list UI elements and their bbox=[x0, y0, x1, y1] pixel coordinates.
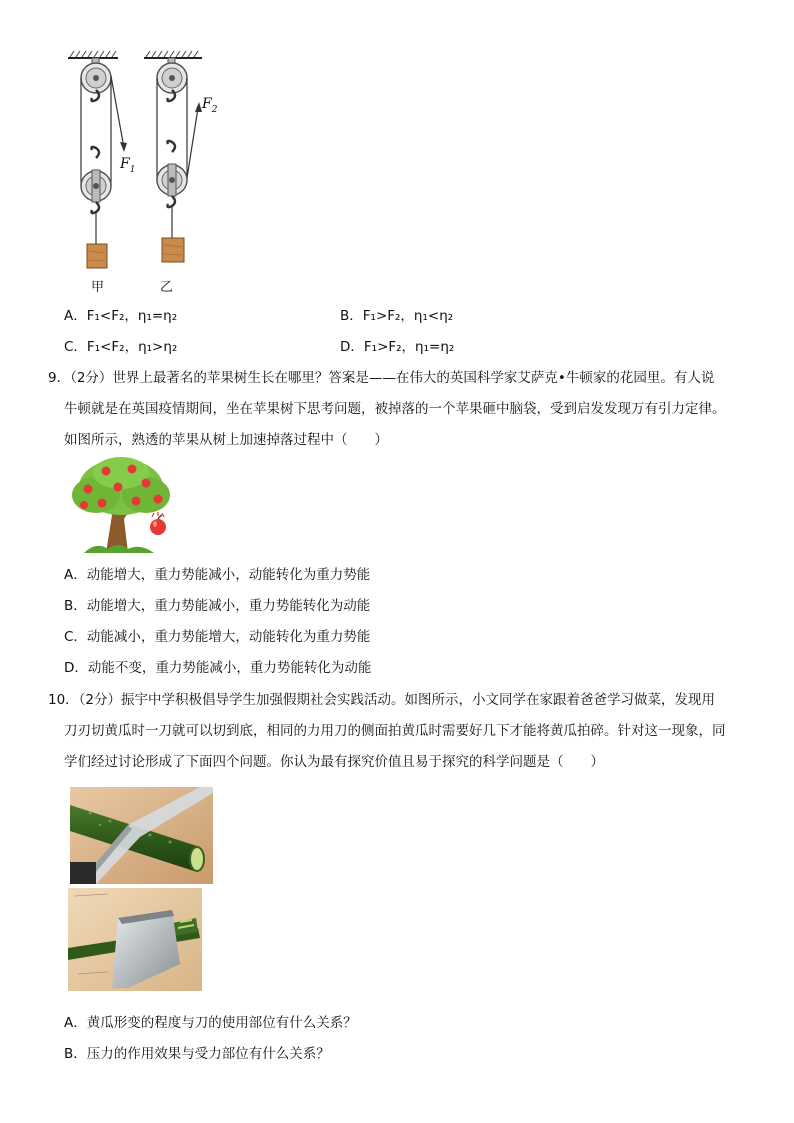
q10-text-line-1: 10．（2分）振宇中学积极倡导学生加强假期社会实践活动。如图所示，小文同学在家跟着爸爸学习做菜，发现用 bbox=[48, 692, 716, 708]
apple-tree-image bbox=[66, 455, 176, 555]
q8-option-d: D．F₁>F₂，η₁=η₂ bbox=[340, 339, 455, 355]
q8-option-b: B．F₁>F₂，η₁<η₂ bbox=[340, 308, 454, 324]
figure-label-jia: 甲 bbox=[91, 280, 105, 295]
pulley-system-yi bbox=[157, 58, 202, 262]
q8-option-c: C．F₁<F₂，η₁>η₂ bbox=[64, 339, 178, 355]
force-label-f1: $F_1$ bbox=[120, 156, 136, 175]
q10-option-a: A．黄瓜形变的程度与刀的使用部位有什么关系？ bbox=[64, 1015, 357, 1031]
q9-option-b: B．动能增大，重力势能减小，重力势能转化为动能 bbox=[64, 598, 371, 614]
cucumber-cut-photo bbox=[70, 787, 213, 884]
pulley-figure bbox=[60, 48, 230, 298]
q9-text-line-3: 如图所示，熟透的苹果从树上加速掉落过程中（ ） bbox=[64, 432, 388, 448]
cucumber-smash-photo bbox=[68, 888, 202, 991]
q9-option-c: C．动能减小，重力势能增大，动能转化为重力势能 bbox=[64, 629, 371, 645]
q8-option-a: A．F₁<F₂，η₁=η₂ bbox=[64, 308, 178, 324]
q10-option-b: B．压力的作用效果与受力部位有什么关系？ bbox=[64, 1046, 330, 1062]
ceiling-right bbox=[144, 51, 202, 58]
q10-text-line-3: 学们经过讨论形成了下面四个问题。你认为最有探究价值且易于探究的科学问题是（ ） bbox=[64, 754, 604, 770]
q9-option-d: D．动能不变，重力势能减小，重力势能转化为动能 bbox=[64, 660, 372, 676]
q10-text-line-2: 刀刃切黄瓜时一刀就可以切到底，相同的力用刀的侧面拍黄瓜时需要好几下才能将黄瓜拍碎。针对这一现象，同 bbox=[64, 723, 726, 739]
force-label-f2: $F_2$ bbox=[202, 96, 218, 115]
q9-text-line-2: 牛顿就是在英国疫情期间，坐在苹果树下思考问题，被掉落的一个苹果砸中脑袋，受到启发发现万有引力定律。 bbox=[64, 401, 726, 417]
ceiling-left bbox=[68, 51, 118, 58]
q9-option-a: A．动能增大，重力势能减小，动能转化为重力势能 bbox=[64, 567, 371, 583]
q9-text-line-1: 9．（2分）世界上最著名的苹果树生长在哪里？答案是——在伟大的英国科学家艾萨克•牛顿家的花园里。有人说 bbox=[48, 370, 715, 386]
figure-label-yi: 乙 bbox=[160, 280, 174, 295]
